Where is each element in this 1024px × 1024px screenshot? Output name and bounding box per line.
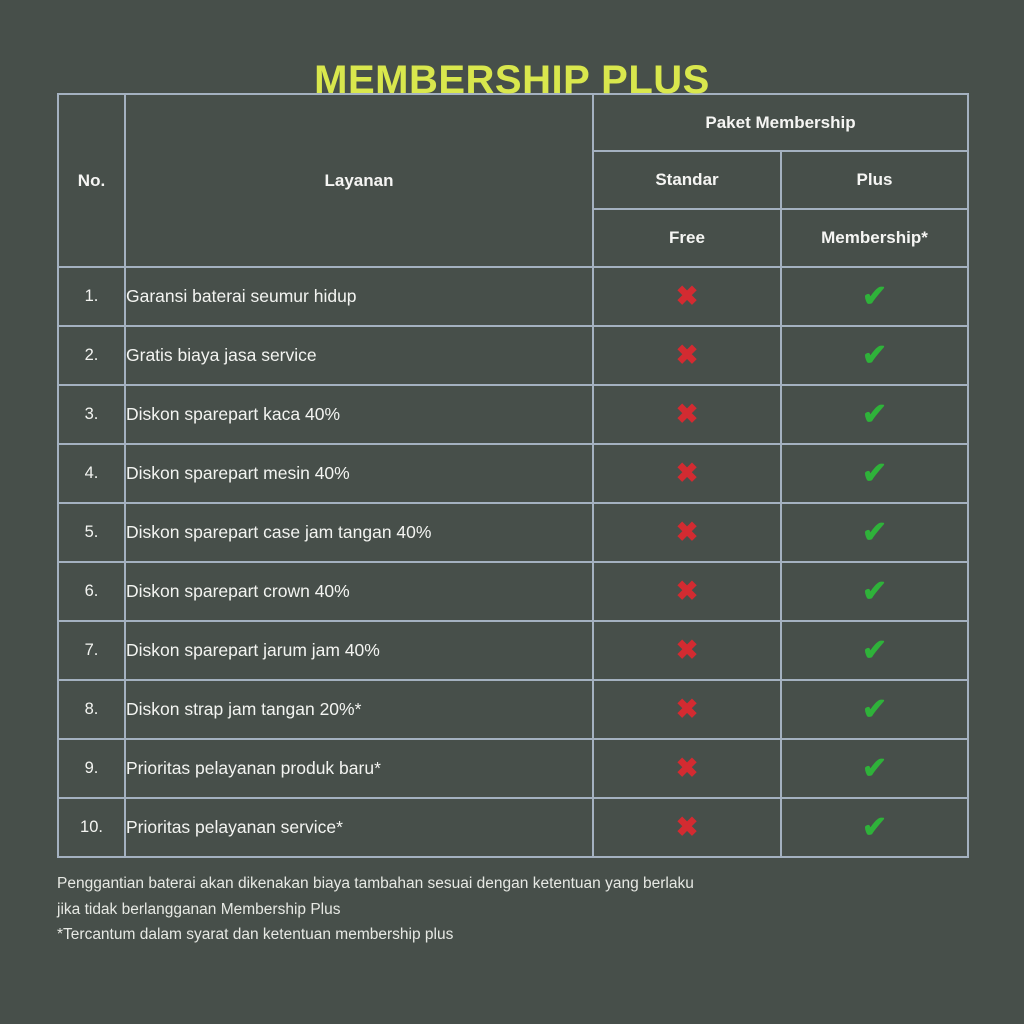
standar-cell bbox=[593, 385, 781, 444]
table-row bbox=[58, 680, 968, 739]
service-name: Prioritas pelayanan service* bbox=[125, 798, 593, 857]
row-number: 4. bbox=[58, 444, 125, 503]
plus-cell bbox=[781, 562, 968, 621]
row-number: 9. bbox=[58, 739, 125, 798]
table-row bbox=[58, 503, 968, 562]
standar-cell bbox=[593, 267, 781, 326]
service-name: Diskon sparepart case jam tangan 40% bbox=[125, 503, 593, 562]
footnote-line-2: jika tidak berlangganan Membership Plus bbox=[57, 900, 341, 918]
table-row bbox=[58, 739, 968, 798]
plus-cell bbox=[781, 385, 968, 444]
row-number: 3. bbox=[58, 385, 125, 444]
row-number: 6. bbox=[58, 562, 125, 621]
cross-icon: ✖ bbox=[675, 399, 699, 429]
service-rows bbox=[58, 267, 968, 857]
service-name: Diskon sparepart kaca 40% bbox=[125, 385, 593, 444]
plus-cell bbox=[781, 326, 968, 385]
table-header bbox=[58, 94, 968, 267]
standar-cell bbox=[593, 444, 781, 503]
check-icon: ✔ bbox=[861, 692, 888, 726]
check-icon: ✔ bbox=[861, 633, 888, 667]
cross-icon: ✖ bbox=[675, 458, 699, 488]
service-name: Diskon sparepart jarum jam 40% bbox=[125, 621, 593, 680]
cross-icon: ✖ bbox=[675, 694, 699, 724]
row-number: 1. bbox=[58, 267, 125, 326]
row-number: 2. bbox=[58, 326, 125, 385]
row-number: 8. bbox=[58, 680, 125, 739]
page-title: MEMBERSHIP PLUS bbox=[314, 58, 710, 102]
header-no: No. bbox=[58, 94, 125, 267]
service-name: Diskon sparepart crown 40% bbox=[125, 562, 593, 621]
check-icon: ✔ bbox=[861, 456, 888, 490]
cross-icon: ✖ bbox=[675, 576, 699, 606]
table-row bbox=[58, 267, 968, 326]
row-number: 7. bbox=[58, 621, 125, 680]
table-row bbox=[58, 444, 968, 503]
plus-cell bbox=[781, 621, 968, 680]
header-plus: Plus bbox=[781, 151, 968, 209]
table-row bbox=[58, 562, 968, 621]
header-membership-star: Membership* bbox=[781, 209, 968, 267]
row-number: 5. bbox=[58, 503, 125, 562]
table-row bbox=[58, 621, 968, 680]
service-name: Gratis biaya jasa service bbox=[125, 326, 593, 385]
cross-icon: ✖ bbox=[675, 340, 699, 370]
plus-cell bbox=[781, 680, 968, 739]
standar-cell bbox=[593, 562, 781, 621]
membership-comparison-table bbox=[57, 93, 969, 858]
standar-cell bbox=[593, 680, 781, 739]
row-number: 10. bbox=[58, 798, 125, 857]
cross-icon: ✖ bbox=[675, 753, 699, 783]
service-name: Garansi baterai seumur hidup bbox=[125, 267, 593, 326]
cross-icon: ✖ bbox=[675, 635, 699, 665]
table-row bbox=[58, 326, 968, 385]
check-icon: ✔ bbox=[861, 515, 888, 549]
check-icon: ✔ bbox=[861, 397, 888, 431]
plus-cell bbox=[781, 739, 968, 798]
header-layanan: Layanan bbox=[125, 94, 593, 267]
standar-cell bbox=[593, 621, 781, 680]
cross-icon: ✖ bbox=[675, 281, 699, 311]
service-name: Prioritas pelayanan produk baru* bbox=[125, 739, 593, 798]
check-icon: ✔ bbox=[861, 751, 888, 785]
header-free: Free bbox=[593, 209, 781, 267]
footnote bbox=[57, 871, 967, 948]
check-icon: ✔ bbox=[861, 810, 888, 844]
service-name: Diskon strap jam tangan 20%* bbox=[125, 680, 593, 739]
check-icon: ✔ bbox=[861, 338, 888, 372]
standar-cell bbox=[593, 798, 781, 857]
footnote-line-1: Penggantian baterai akan dikenakan biaya tambahan sesuai dengan ketentuan yang berlaku bbox=[57, 875, 694, 892]
standar-cell bbox=[593, 503, 781, 562]
cross-icon: ✖ bbox=[675, 517, 699, 547]
header-paket-membership: Paket Membership bbox=[593, 94, 968, 151]
cross-icon: ✖ bbox=[675, 812, 699, 842]
table-row bbox=[58, 798, 968, 857]
service-name: Diskon sparepart mesin 40% bbox=[125, 444, 593, 503]
check-icon: ✔ bbox=[861, 279, 888, 313]
plus-cell bbox=[781, 444, 968, 503]
header-standar: Standar bbox=[593, 151, 781, 209]
check-icon: ✔ bbox=[861, 574, 888, 608]
membership-plus-page bbox=[57, 0, 967, 948]
standar-cell bbox=[593, 739, 781, 798]
standar-cell bbox=[593, 326, 781, 385]
plus-cell bbox=[781, 503, 968, 562]
footnote-line-3: *Tercantum dalam syarat dan ketentuan membership plus bbox=[57, 926, 454, 943]
table-row bbox=[58, 385, 968, 444]
plus-cell bbox=[781, 798, 968, 857]
plus-cell bbox=[781, 267, 968, 326]
